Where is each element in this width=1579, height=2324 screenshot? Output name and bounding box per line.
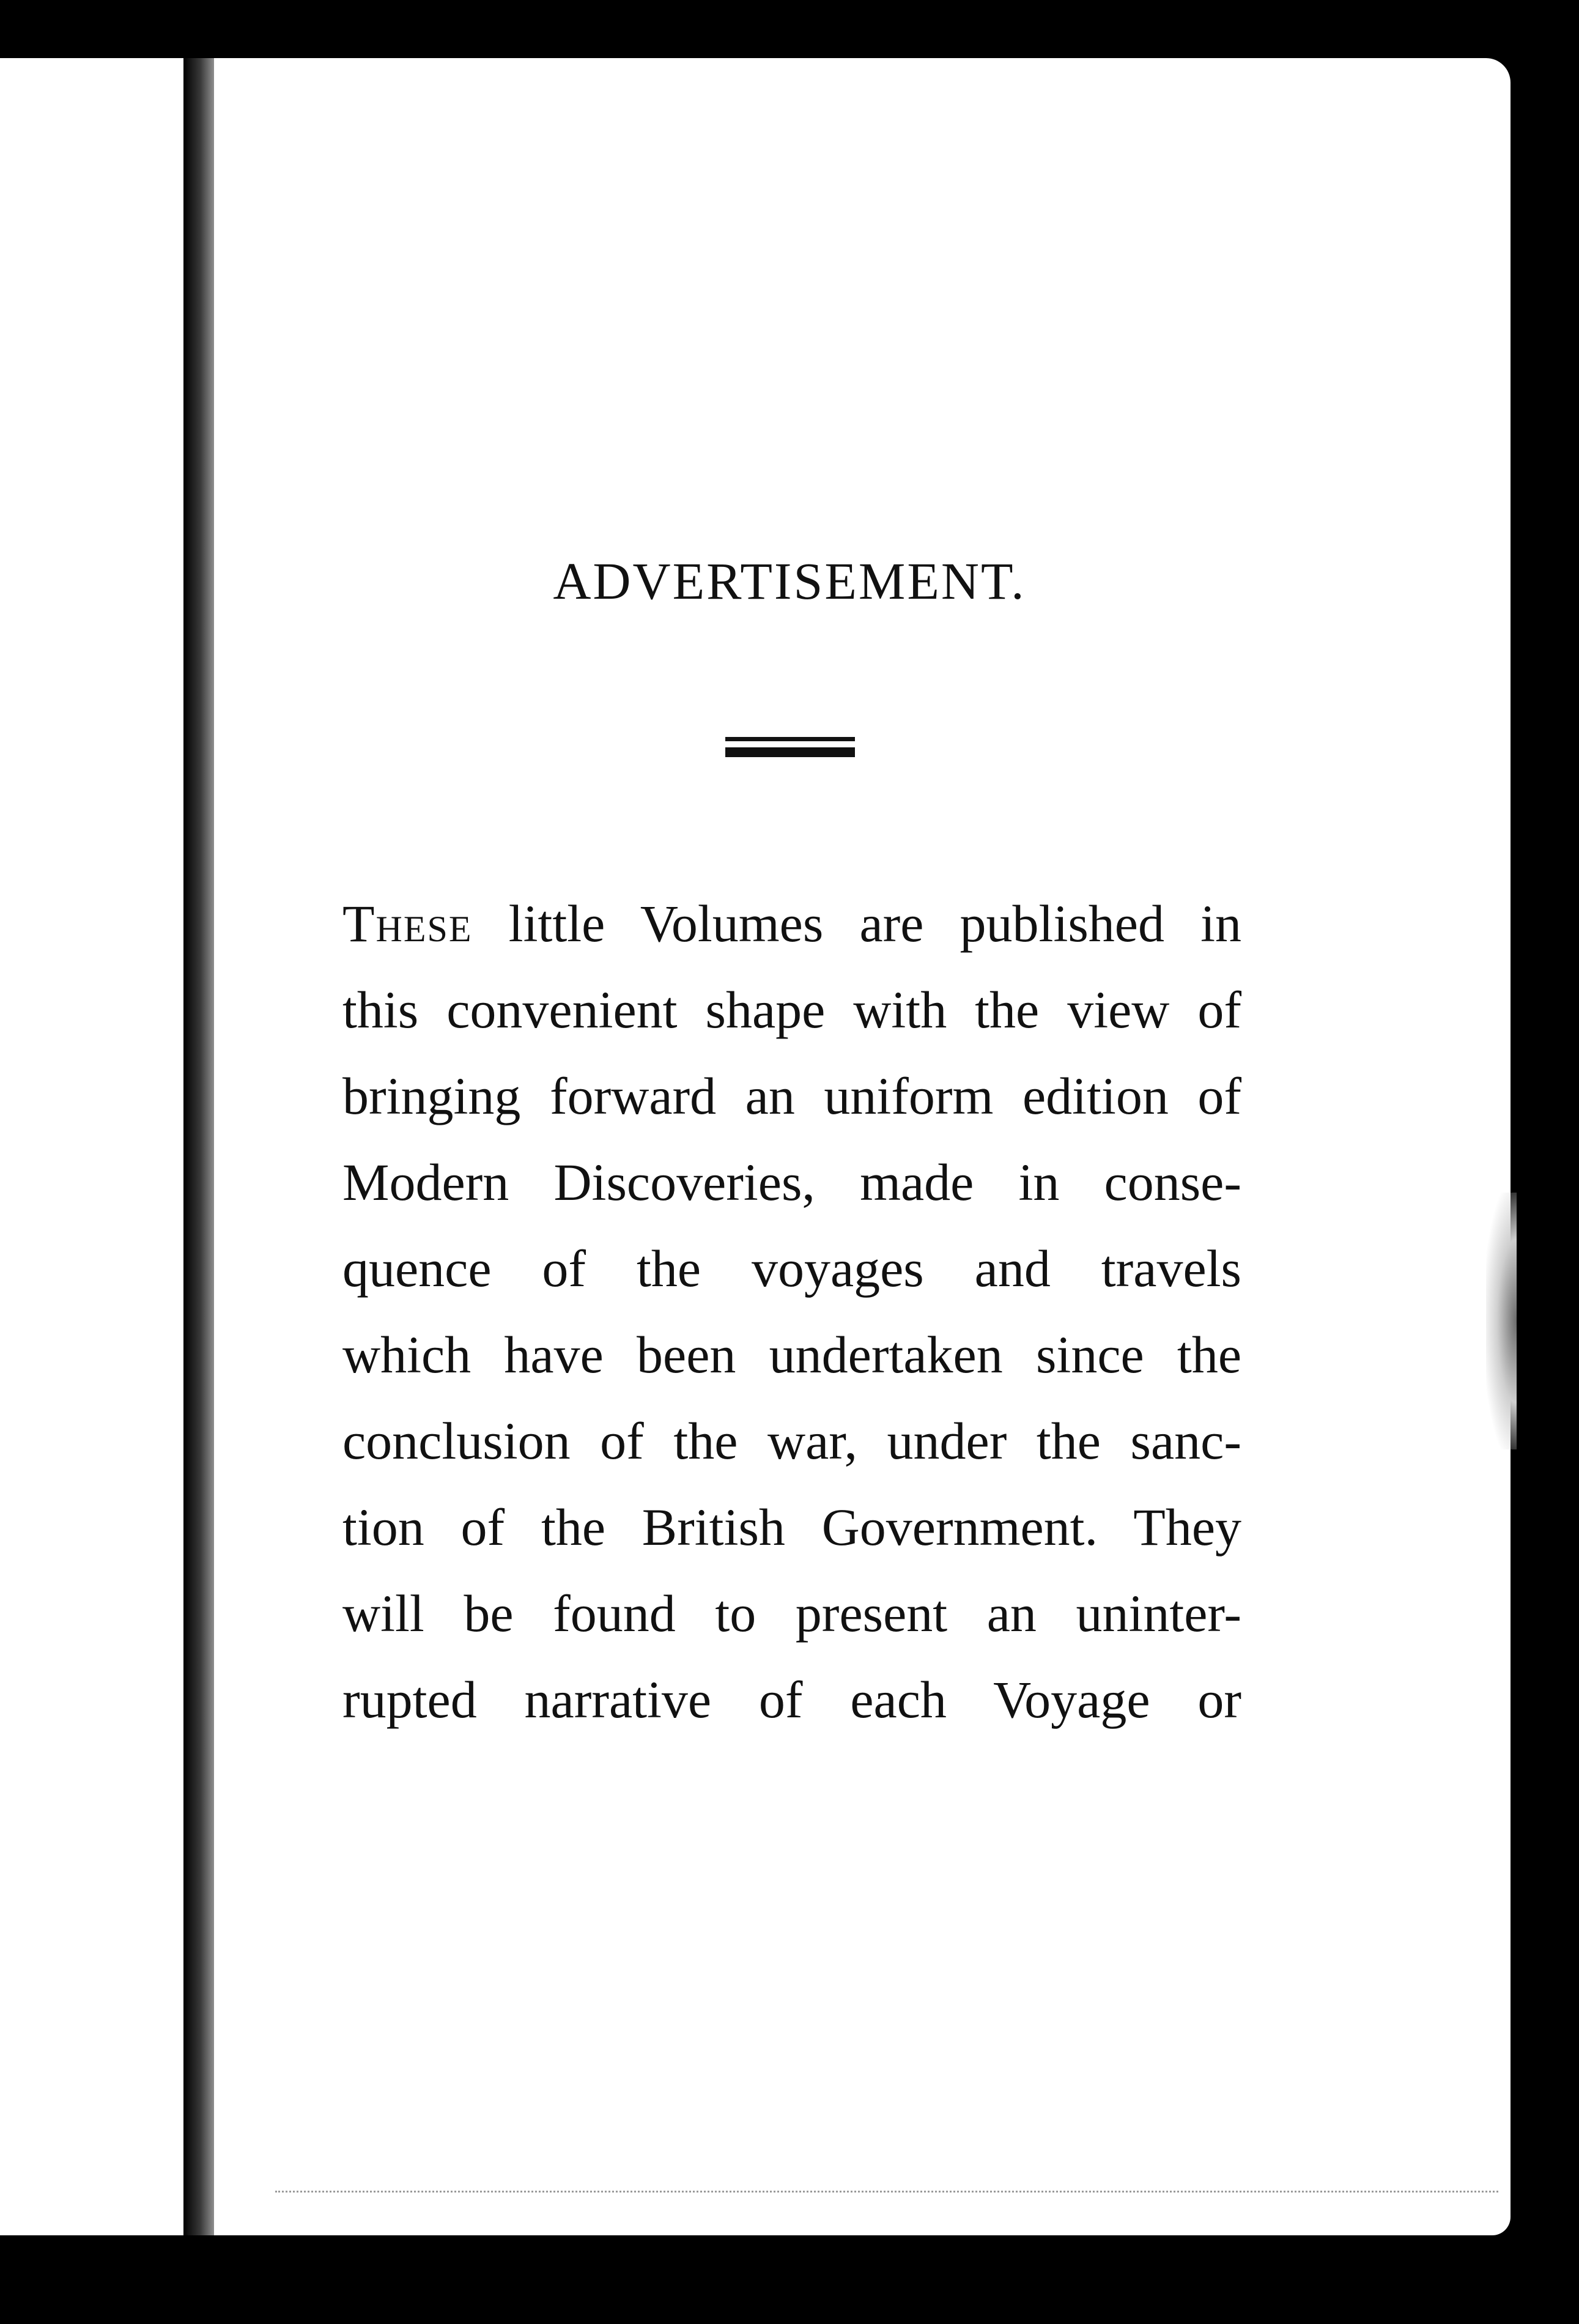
facing-page-edge	[0, 58, 183, 2235]
paragraph-line: tion of the British Government. They	[342, 1498, 1241, 1556]
paragraph-line: rupted narrative of each Voyage or	[342, 1670, 1241, 1729]
paragraph-line: bringing forward an uniform edition of	[342, 1067, 1241, 1125]
page-bottom-edge	[275, 2183, 1498, 2193]
paragraph-line: which have been undertaken since the	[342, 1325, 1241, 1384]
page-title: ADVERTISEMENT.	[553, 552, 1026, 610]
page-stain	[1486, 1193, 1517, 1449]
advertisement-paragraph	[342, 881, 1241, 1743]
paragraph-line: quence of the voyages and travels	[342, 1239, 1241, 1298]
lead-word: These	[342, 894, 473, 953]
paragraph-line: Modern Discoveries, made in conse-	[342, 1153, 1241, 1212]
paragraph-line: will be found to present an uninter-	[342, 1584, 1241, 1643]
paragraph-line	[342, 881, 1241, 967]
rule-thick-line	[725, 747, 855, 757]
paragraph-line: this convenient shape with the view of	[342, 980, 1241, 1039]
line-text: little Volumes are published in	[508, 894, 1241, 953]
paragraph-line: conclusion of the war, under the sanc-	[342, 1412, 1241, 1470]
rule-thin-line	[725, 737, 855, 741]
double-rule-divider	[725, 737, 855, 757]
